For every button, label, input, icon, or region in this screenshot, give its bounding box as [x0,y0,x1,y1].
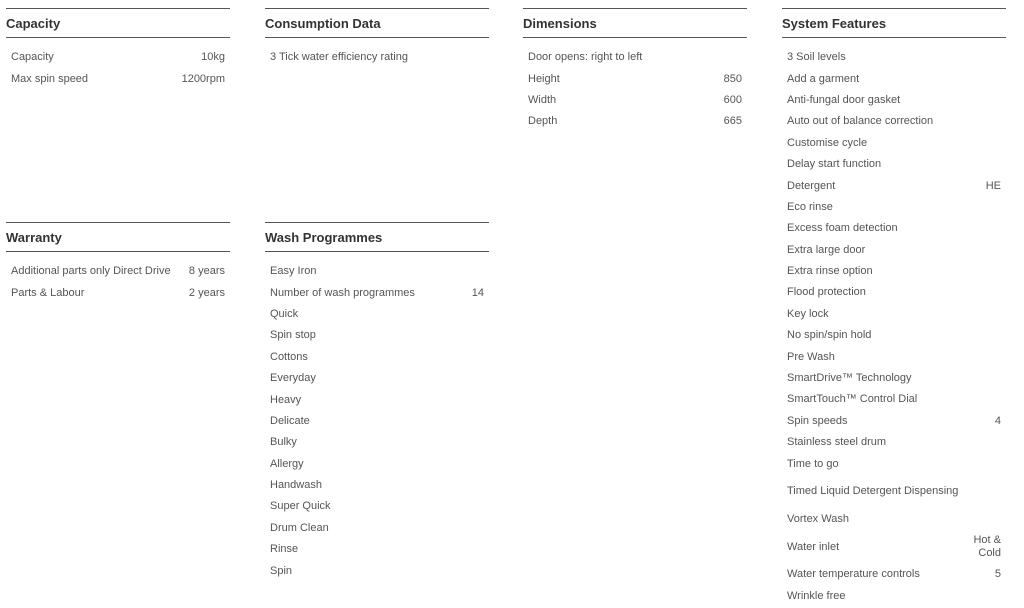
spec-label: Spin speeds [787,414,848,427]
spec-row [265,432,489,453]
spec-row [782,411,1006,432]
spec-row [6,47,230,68]
spec-row [523,47,747,68]
spec-label: Extra large door [787,243,866,256]
spec-row [782,304,1006,325]
spec-label: Anti-fungal door gasket [787,93,901,106]
spec-label: Capacity [11,51,54,64]
spec-row [265,368,489,389]
spec-label: Excess foam detection [787,222,898,235]
spec-label: Auto out of balance correction [787,115,934,128]
spec-row [265,518,489,539]
spec-label: Max spin speed [11,72,89,85]
spec-label: Pre Wash [787,350,835,363]
spec-row [782,509,1006,530]
spec-label: Rinse [270,543,299,556]
capacity-heading: Capacity [6,8,230,38]
spec-row [782,218,1006,239]
wash-programmes-section [265,222,489,582]
spec-label: Number of wash programmes [270,286,415,299]
spec-label: Vortex Wash [787,513,849,525]
spec-row [265,389,489,410]
spec-label: Flood protection [787,286,866,299]
spec-label: Delay start function [787,158,882,171]
spec-label: 3 Soil levels [787,51,846,64]
spec-label: Stainless steel drum [787,436,887,449]
spec-row [782,325,1006,346]
spec-label: Detergent [787,179,836,192]
spec-row [265,261,489,282]
spec-label: No spin/spin hold [787,329,872,342]
spec-label: SmartTouch™ Control Dial [787,393,918,406]
spec-label: Delicate [270,414,310,427]
spec-row [782,261,1006,282]
spec-label: Heavy [270,393,302,406]
system-features-rows [782,38,1006,607]
spec-label: Parts & Labour [11,286,85,299]
spec-row [782,68,1006,89]
spec-row [782,197,1006,218]
spec-value: 850 [723,72,742,85]
consumption-section [265,8,489,68]
warranty-section [6,222,230,304]
spec-label: Water temperature controls [787,568,920,581]
spec-row [782,389,1006,410]
spec-row [782,530,1006,564]
spec-value: 10kg [201,51,225,64]
system-features-heading: System Features [782,8,1006,38]
spec-row [782,175,1006,196]
spec-label: Depth [528,115,558,128]
dimensions-rows [523,38,747,133]
warranty-rows [6,252,230,304]
spec-row [265,560,489,581]
spec-row [782,154,1006,175]
spec-row [265,325,489,346]
spec-row [782,240,1006,261]
spec-label: Handwash [270,479,322,492]
spec-label: Additional parts only Direct Drive [11,265,171,278]
spec-label: Cottons [270,350,308,363]
spec-label: Bulky [270,436,297,449]
spec-label: Extra rinse option [787,265,873,278]
spec-row [6,282,230,303]
spec-row [265,282,489,303]
spec-label: SmartDrive™ Technology [787,372,912,385]
spec-label: Super Quick [270,500,331,513]
spec-label: Time to go [787,457,839,470]
spec-row [782,564,1006,585]
spec-row [782,586,1006,607]
spec-label: Drum Clean [270,521,329,534]
spec-label: Water inlet [787,540,840,553]
spec-row [782,475,1006,509]
dimensions-heading: Dimensions [523,8,747,38]
spec-row [782,111,1006,132]
spec-row [265,539,489,560]
spec-row [782,282,1006,303]
spec-row [265,47,489,68]
spec-row [782,432,1006,453]
spec-label: Width [528,93,557,106]
spec-label: Timed Liquid Detergent Dispensing [787,485,959,498]
spec-value: 5 [994,568,1001,581]
spec-label: Quick [270,307,299,320]
spec-label: Spin stop [270,329,316,342]
spec-value: 665 [723,115,742,128]
spec-label: 3 Tick water efficiency rating [270,51,408,64]
spec-row [265,454,489,475]
spec-row [523,68,747,89]
spec-label: Spin [270,564,293,577]
spec-value: HE [985,179,1001,192]
spec-value: 14 [471,286,484,299]
wash-programmes-heading: Wash Programmes [265,222,489,252]
spec-label: Eco rinse [787,200,833,213]
spec-row [523,90,747,111]
spec-row [782,346,1006,367]
spec-row [782,133,1006,154]
spec-row [6,68,230,89]
spec-value: 4 [994,414,1001,427]
spec-value: 2 years [188,286,225,299]
spec-row [265,347,489,368]
capacity-rows [6,38,230,90]
spec-value: Hot & Cold [973,534,1001,560]
capacity-section [6,8,230,90]
spec-value: 1200rpm [181,72,225,85]
spec-row [782,90,1006,111]
spec-row [782,47,1006,68]
spec-label: Easy Iron [270,265,317,278]
spec-label: Allergy [270,457,304,470]
spec-row [265,475,489,496]
consumption-heading: Consumption Data [265,8,489,38]
system-features-section [782,8,1006,607]
spec-label: Add a garment [787,72,860,85]
spec-label: Customise cycle [787,136,868,149]
spec-label: Key lock [787,307,829,320]
spec-row [265,496,489,517]
spec-row [6,261,230,282]
dimensions-section [523,8,747,133]
spec-row [523,111,747,132]
wash-programmes-rows [265,252,489,582]
spec-label: Height [528,72,560,85]
warranty-heading: Warranty [6,222,230,252]
spec-value: 600 [723,93,742,106]
spec-value: 8 years [188,265,225,278]
spec-label: Everyday [270,372,316,385]
spec-row [782,453,1006,474]
consumption-rows [265,38,489,68]
spec-row [782,368,1006,389]
spec-row [265,411,489,432]
spec-label: Wrinkle free [787,589,846,602]
spec-row [265,304,489,325]
spec-label: Door opens: right to left [528,51,643,64]
